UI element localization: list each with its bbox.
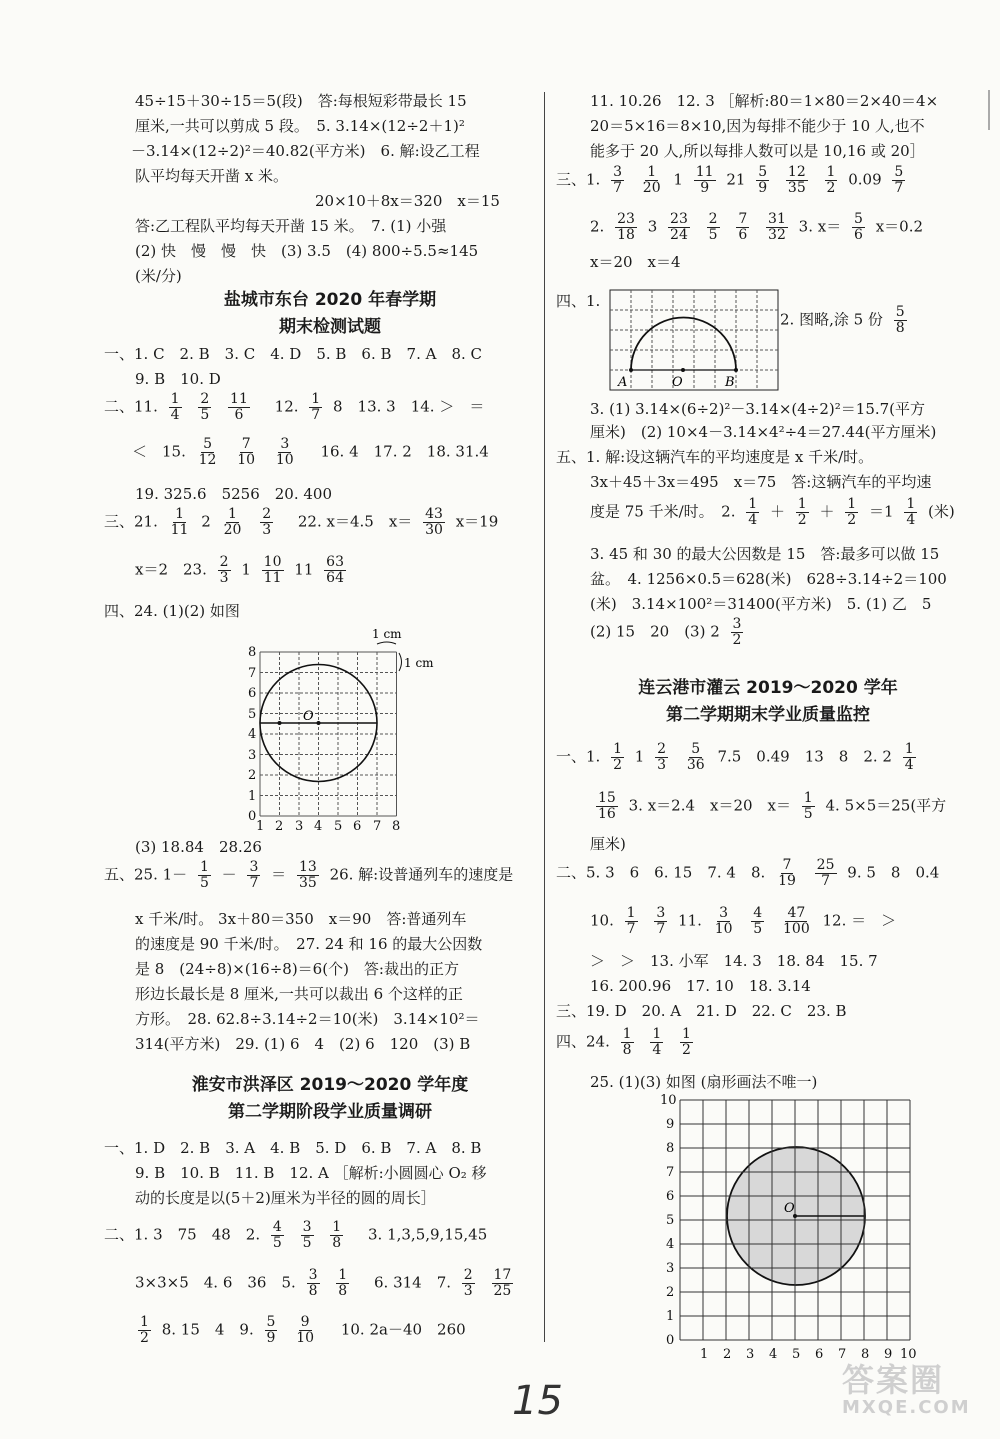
section-title: 盐城市东台 2020 年春学期: [223, 290, 437, 310]
svg-text:3: 3: [248, 748, 257, 763]
svg-text:5: 5: [248, 707, 257, 722]
answer-row: 四、24. (1)(2) 如图: [104, 602, 240, 620]
svg-text:6: 6: [248, 686, 257, 701]
svg-text:8: 8: [248, 645, 257, 660]
fraction: $\frac{1}{7}$: [311, 391, 321, 423]
answer-row: 16. 200.96 17. 10 18. 3.14: [590, 977, 811, 995]
fraction: $\frac{3}{10}$: [714, 905, 733, 937]
svg-text:9: 9: [884, 1347, 893, 1362]
fraction: $\frac{2}{3}$: [463, 1267, 473, 1299]
svg-text:1: 1: [256, 819, 265, 834]
answer-row: $\frac{1}{2}$ 8. 15 4 9. $\frac{5}{9}$ $\frac{9}{10}$ 10. 2a－40 260: [140, 1314, 466, 1346]
answer-row: 314(平方米) 29. (1) 6 4 (2) 6 120 (3) B: [135, 1035, 471, 1053]
fraction: $\frac{2}{5}$: [708, 211, 718, 243]
svg-text:3: 3: [666, 1261, 675, 1276]
text-line: 45÷15＋30÷15＝5(段) 答:每根短彩带最长 15: [135, 92, 467, 110]
answer-row: 厘米) (2) 10×4－3.14×4²÷4＝27.44(平方厘米): [590, 423, 937, 441]
fraction: $\frac{1}{4}$: [652, 1026, 662, 1058]
watermark-logo-text: 答案圈: [842, 1361, 945, 1399]
text-line: 答:乙工程队平均每天开凿 15 米。 7. (1) 小强: [135, 217, 447, 235]
fraction: $\frac{23}{18}$: [617, 211, 635, 243]
fraction: $\frac{3}{7}$: [249, 859, 259, 891]
edge-mark: [988, 90, 990, 130]
svg-text:3: 3: [295, 819, 304, 834]
fraction: $\frac{1}{20}$: [223, 506, 242, 538]
fraction: $\frac{1}{2}$: [613, 741, 623, 773]
section-subtitle: 期末检测试题: [279, 317, 381, 337]
fraction: $\frac{1}{8}$: [622, 1026, 632, 1058]
svg-text:10: 10: [900, 1347, 917, 1362]
answer-row: 三、1. $\frac{3}{7}$ $\frac{1}{20}$ 1 $\frac{11}{9}$ 21 $\frac{5}{9}$ $\frac{12}{35}$ $\frac{1}{2}$ 0.09 $\frac{5}{7}$: [556, 164, 904, 196]
fraction: $\frac{2}{5}$: [200, 391, 210, 423]
fraction: $\frac{15}{16}$: [598, 790, 616, 822]
section-subtitle: 第二学期阶段学业质量调研: [228, 1102, 432, 1122]
unit-label: 1 cm: [372, 627, 402, 641]
answer-row: 一、1. C 2. B 3. C 4. D 5. B 6. B 7. A 8. C: [104, 345, 482, 363]
fraction: $\frac{3}{2}$: [732, 616, 742, 648]
fraction: $\frac{47}{100}$: [783, 905, 810, 937]
answer-row: 五、25. 1－ $\frac{1}{5}$ － $\frac{3}{7}$ ＝ $\frac{13}{35}$ 26. 解:设普通列车的速度是: [104, 859, 514, 891]
fraction: $\frac{1}{5}$: [803, 790, 813, 822]
point-label-a: A: [618, 375, 628, 390]
center-label-o: O: [303, 709, 314, 724]
answer-row: 是 8 (24÷8)×(16÷8)＝6(个) 答:裁出的正方: [135, 960, 459, 978]
svg-text:7: 7: [666, 1165, 675, 1180]
text-line: －3.14×(12÷2)²＝40.82(平方米) 6. 解:设乙工程: [131, 142, 480, 160]
svg-text:9: 9: [666, 1117, 675, 1132]
svg-text:5: 5: [666, 1213, 675, 1228]
svg-text:6: 6: [815, 1347, 824, 1362]
svg-text:1: 1: [700, 1347, 709, 1362]
fraction: $\frac{25}{7}$: [816, 857, 835, 889]
answer-row: 一、1. D 2. B 3. A 4. B 5. D 6. B 7. A 8. B: [104, 1139, 482, 1157]
fraction: $\frac{1}{4}$: [170, 391, 180, 423]
fraction: $\frac{2}{3}$: [219, 554, 229, 586]
fraction: $\frac{23}{24}$: [670, 211, 688, 243]
fraction: $\frac{4}{5}$: [272, 1219, 282, 1251]
fraction: $\frac{2}{3}$: [262, 506, 272, 538]
fraction: $\frac{5}{36}$: [686, 741, 705, 773]
answer-row: 3. 45 和 30 的最大公因数是 15 答:最多可以做 15: [590, 545, 940, 563]
answer-row: 的速度是 90 千米/时。 27. 24 和 16 的最大公因数: [135, 935, 483, 953]
fraction: $\frac{5}{6}$: [853, 211, 863, 243]
answer-row: (米) 3.14×100²＝31400(平方米) 5. (1) 乙 5: [590, 595, 932, 613]
fraction: $\frac{11}{6}$: [230, 391, 248, 423]
fraction: $\frac{1}{2}$: [682, 1026, 691, 1058]
svg-text:3: 3: [746, 1347, 755, 1362]
shaded-circle-grid-figure: [648, 1090, 923, 1368]
answer-row: 三、21. $\frac{1}{11}$ 2 $\frac{1}{20}$ $\frac{2}{3}$ 22. x＝4.5 x＝ $\frac{43}{30}$ x＝19: [104, 506, 499, 538]
svg-text:1: 1: [248, 789, 257, 804]
fraction: $\frac{11}{9}$: [695, 164, 714, 196]
svg-text:10: 10: [660, 1093, 677, 1108]
watermark-url: MXQE.COM: [842, 1397, 971, 1418]
answer-row: 二、5. 3 6 6. 15 7. 4 8. $\frac{7}{19}$ $\frac{25}{7}$ 9. 5 8 0.4: [556, 857, 940, 889]
answer-row: ＜ 15. $\frac{5}{12}$ $\frac{7}{10}$ $\frac{3}{10}$ 16. 4 17. 2 18. 31.4: [132, 436, 489, 468]
svg-text:8: 8: [392, 819, 401, 834]
fraction: $\frac{7}{19}$: [778, 857, 796, 889]
svg-text:4: 4: [666, 1237, 675, 1252]
fraction: $\frac{1}{11}$: [170, 506, 189, 538]
text-line: (米/分): [135, 267, 182, 285]
unit-label: 1 cm: [404, 656, 434, 670]
section-subtitle: 第二学期期末学业质量监控: [666, 705, 870, 725]
svg-text:5: 5: [334, 819, 343, 834]
fraction: $\frac{5}{9}$: [266, 1314, 276, 1346]
answer-row: 四、1.: [556, 292, 601, 310]
fraction: $\frac{3}{5}$: [302, 1219, 312, 1251]
answer-row: 2. 图略,涂 5 份 $\frac{5}{8}$: [780, 304, 905, 336]
answer-row: 度是 75 千米/时。 2. $\frac{1}{4}$ ＋ $\frac{1}{2}$ ＋ $\frac{1}{2}$ ＝1 $\frac{1}{4}$ (米): [590, 496, 955, 528]
svg-text:8: 8: [666, 1141, 675, 1156]
answer-row: 19. 325.6 5256 20. 400: [135, 485, 332, 503]
svg-text:2: 2: [275, 819, 284, 834]
answer-row: 3. (1) 3.14×(6÷2)²－3.14×(4÷2)²＝15.7(平方: [590, 400, 926, 418]
point-label-o: O: [672, 375, 683, 390]
watermark: [842, 1355, 971, 1418]
fraction: $\frac{63}{64}$: [326, 554, 344, 586]
answer-row: x＝2 23. $\frac{2}{3}$ 1 $\frac{10}{11}$ 11 $\frac{63}{64}$: [135, 554, 344, 586]
fraction: $\frac{1}{5}$: [199, 859, 209, 891]
fraction: $\frac{1}{2}$: [847, 496, 857, 528]
fraction: $\frac{17}{25}$: [493, 1267, 512, 1299]
fraction: $\frac{5}{9}$: [758, 164, 768, 196]
answer-row: $\frac{15}{16}$ 3. x＝2.4 x＝20 x＝ $\frac{1}{5}$ 4. 5×5＝25(平方: [598, 790, 947, 822]
answer-row: 盆。 4. 1256×0.5＝628(米) 628÷3.14÷2＝100: [590, 570, 947, 588]
fraction: $\frac{1}{4}$: [904, 741, 914, 773]
section-title: 连云港市灌云 2019～2020 学年: [638, 678, 898, 698]
answer-row: 3x＋45＋3x＝495 x＝75 答:这辆汽车的平均速: [590, 473, 932, 491]
svg-text:7: 7: [248, 666, 257, 681]
answer-row: 四、24. $\frac{1}{8}$ $\frac{1}{4}$ $\frac{1}{2}$: [556, 1026, 691, 1058]
answer-row: 9. B 10. B 11. B 12. A ［解析:小圆圆心 O₂ 移: [135, 1164, 487, 1182]
fraction: $\frac{1}{20}$: [642, 164, 661, 196]
svg-text:7: 7: [838, 1347, 847, 1362]
answer-row: 二、1. 3 75 48 2. $\frac{4}{5}$ $\frac{3}{5}$ $\frac{1}{8}$ 3. 1,3,5,9,15,45: [104, 1219, 488, 1251]
fraction: $\frac{9}{10}$: [296, 1314, 315, 1346]
text-line: 厘米,一共可以剪成 5 段。 5. 3.14×(12÷2＋1)²: [135, 117, 465, 135]
svg-text:6: 6: [666, 1189, 675, 1204]
answer-row: 二、11. $\frac{1}{4}$ $\frac{2}{5}$ $\frac{11}{6}$ 12. $\frac{1}{7}$ 8 13. 3 14. ＞ ＝: [104, 391, 485, 423]
fraction: $\frac{3}{7}$: [656, 905, 666, 937]
text-line: 队平均每天开凿 x 米。: [135, 167, 288, 185]
fraction: $\frac{3}{8}$: [308, 1267, 318, 1299]
svg-text:0: 0: [666, 1333, 675, 1348]
semicircle-grid-figure: [608, 288, 788, 392]
fraction: $\frac{3}{7}$: [613, 164, 623, 196]
answer-row: 动的长度是以(5＋2)厘米为半径的圆的周长］: [135, 1189, 436, 1207]
answer-row: 能多于 20 人,所以每排人数可以是 10,16 或 20］: [590, 142, 925, 160]
fraction: $\frac{1}{7}$: [626, 905, 636, 937]
svg-text:0: 0: [248, 809, 257, 824]
fraction: $\frac{43}{30}$: [425, 506, 443, 538]
fraction: $\frac{1}{8}$: [338, 1267, 348, 1299]
text-line: (2) 快 慢 慢 快 (3) 3.5 (4) 800÷5.5≈145: [135, 242, 479, 260]
fraction: $\frac{3}{10}$: [275, 436, 294, 468]
answer-row: 三、19. D 20. A 21. D 22. C 23. B: [556, 1002, 847, 1020]
fraction: $\frac{2}{3}$: [657, 741, 667, 773]
svg-text:6: 6: [353, 819, 362, 834]
answer-row: 方形。 28. 62.8÷3.14÷2＝10(米) 3.14×10²＝: [135, 1010, 480, 1028]
answer-row: 9. B 10. D: [135, 370, 221, 388]
fraction: $\frac{7}{6}$: [738, 211, 748, 243]
fraction: $\frac{1}{2}$: [797, 496, 807, 528]
fraction: $\frac{12}{35}$: [787, 164, 806, 196]
svg-text:2: 2: [666, 1285, 675, 1300]
fraction: $\frac{1}{2}$: [826, 164, 836, 196]
answer-row: x＝20 x＝4: [590, 253, 681, 271]
answer-row: 3×3×5 4. 6 36 5. $\frac{3}{8}$ $\frac{1}{8}$ 6. 314 7. $\frac{2}{3}$ $\frac{17}{25}$: [135, 1267, 512, 1299]
svg-text:2: 2: [723, 1347, 732, 1362]
answer-row: (2) 15 20 (3) 2 $\frac{3}{2}$: [590, 616, 742, 648]
circle-grid-figure: [220, 622, 440, 834]
fraction: $\frac{1}{2}$: [140, 1314, 149, 1346]
fraction: $\frac{31}{32}$: [768, 211, 786, 243]
fraction: $\frac{5}{8}$: [895, 304, 905, 336]
answer-row: 25. (1)(3) 如图 (扇形画法不唯一): [590, 1073, 818, 1091]
svg-text:2: 2: [248, 768, 257, 783]
point-label-b: B: [725, 375, 735, 390]
fraction: $\frac{4}{5}$: [753, 905, 763, 937]
fraction: $\frac{7}{10}$: [237, 436, 256, 468]
fraction: $\frac{5}{7}$: [894, 164, 904, 196]
answer-row: ＞ ＞ 13. 小军 14. 3 18. 84 15. 7: [590, 952, 878, 970]
center-label-o: O: [784, 1201, 795, 1216]
svg-text:1: 1: [666, 1309, 675, 1324]
fraction: $\frac{1}{4}$: [748, 496, 758, 528]
answer-row: 一、1. $\frac{1}{2}$ 1 $\frac{2}{3}$ $\frac{5}{36}$ 7.5 0.49 13 8 2. 2 $\frac{1}{4}$: [556, 741, 914, 773]
svg-text:4: 4: [248, 727, 257, 742]
answer-row: x 千米/时。 3x＋80＝350 x＝90 答:普通列车: [135, 910, 467, 928]
section-title: 淮安市洪泽区 2019～2020 学年度: [191, 1075, 469, 1095]
answer-row: 五、1. 解:设这辆汽车的平均速度是 x 千米/时。: [556, 448, 874, 466]
answer-row: 10. $\frac{1}{7}$ $\frac{3}{7}$ 11. $\frac{3}{10}$ $\frac{4}{5}$ $\frac{47}{100}$ 12. ＝ ＞: [590, 905, 897, 937]
fraction: $\frac{1}{4}$: [906, 496, 916, 528]
answer-row: 20＝5×16＝8×10,因为每排不能少于 10 人,也不: [590, 117, 925, 135]
fraction: $\frac{13}{35}$: [298, 859, 317, 891]
fraction: $\frac{10}{11}$: [263, 554, 282, 586]
semicircle-arc: [631, 318, 736, 371]
svg-text:8: 8: [861, 1347, 870, 1362]
answer-row: 2. $\frac{23}{18}$ 3 $\frac{23}{24}$ $\frac{2}{5}$ $\frac{7}{6}$ $\frac{31}{32}$ 3. x＝ $\frac{5}{6}$ x＝0.2: [590, 211, 924, 243]
svg-text:4: 4: [769, 1347, 778, 1362]
fraction: $\frac{5}{12}$: [198, 436, 217, 468]
column-divider: [544, 92, 545, 1342]
answer-row: 形边长最长是 8 厘米,一共可以裁出 6 个这样的正: [135, 985, 463, 1003]
answer-row: (3) 18.84 28.26: [135, 838, 262, 856]
svg-text:7: 7: [373, 819, 382, 834]
svg-text:4: 4: [314, 819, 323, 834]
svg-text:5: 5: [792, 1347, 801, 1362]
page-number: 15: [512, 1378, 563, 1424]
answer-row: 厘米): [590, 835, 626, 853]
text-line: 20×10＋8x＝320 x＝15: [315, 192, 500, 210]
fraction: $\frac{1}{8}$: [332, 1219, 342, 1251]
answer-row: 11. 10.26 12. 3 ［解析:80＝1×80＝2×40＝4×: [590, 92, 939, 110]
